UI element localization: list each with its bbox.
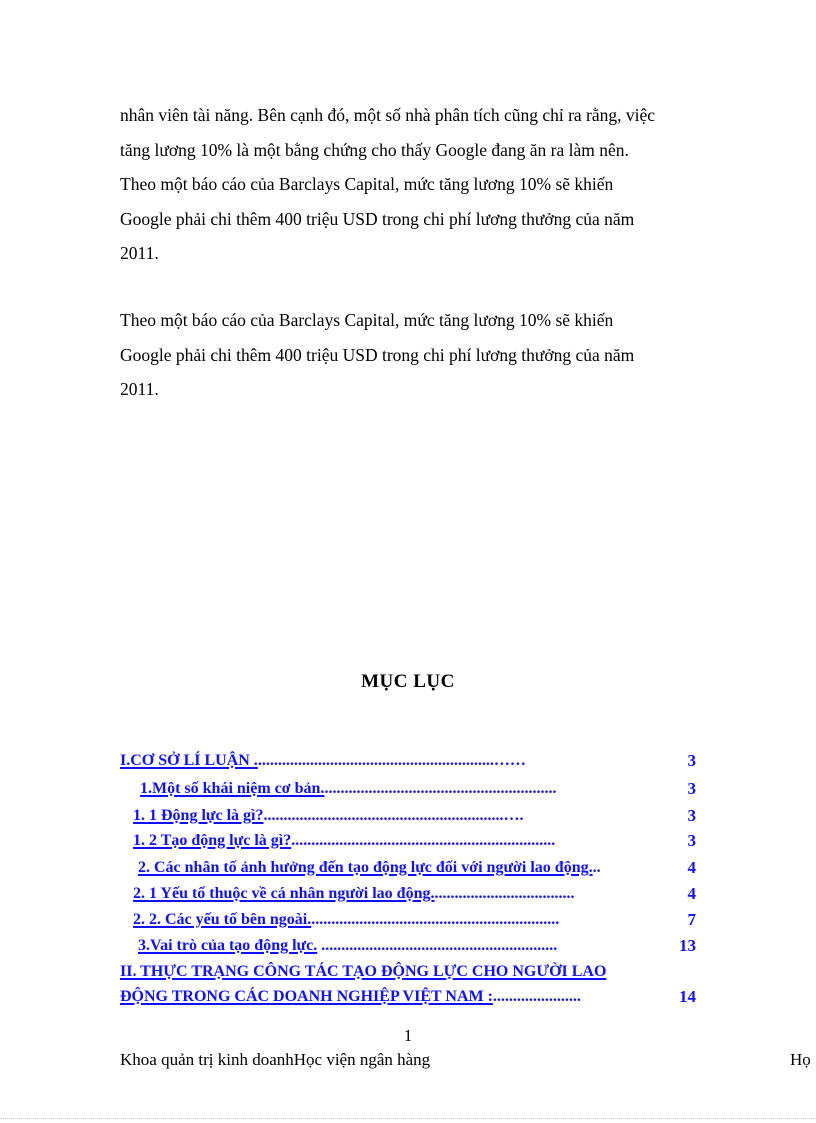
- paragraph-line: tăng lương 10% là một bằng chứng cho thấy Google đang ăn ra làm nên.: [120, 139, 629, 160]
- toc-entry-tao-dong-luc-la-gi[interactable]: [133, 828, 696, 854]
- paragraph-line: nhân viên tài năng. Bên cạnh đó, một số nhà phân tích cũng chỉ ra rằng, việc: [120, 105, 656, 125]
- body-paragraph-2: [120, 303, 720, 407]
- toc-page-number: 4: [687, 858, 696, 877]
- toc-link[interactable]: 1. 2 Tạo động lực là gì?: [133, 832, 292, 849]
- paragraph-line: 2011.: [120, 379, 159, 399]
- toc-leader-dots: ............................................................….: [263, 807, 524, 824]
- paragraph-line: 2011.: [120, 243, 159, 263]
- toc-link[interactable]: 1. 1 Động lực là gì?: [133, 807, 264, 824]
- toc-entry-nhan-to-anh-huong[interactable]: [138, 855, 696, 881]
- toc-leader-dots: ...........................................................……: [257, 752, 526, 769]
- toc-page-number: 7: [687, 910, 696, 929]
- footer-right-text: Họ: [790, 1050, 811, 1069]
- toc-entry-dong-luc-la-gi[interactable]: [133, 803, 696, 829]
- paragraph-line: Theo một báo cáo của Barclays Capital, mức tăng lương 10% sẽ khiến: [120, 310, 614, 330]
- toc-link[interactable]: 2. 1 Yếu tố thuộc về cá nhân người lao động.: [133, 885, 435, 902]
- toc-entry-khai-niem-co-ban[interactable]: [140, 776, 696, 802]
- toc-page-number: 14: [679, 987, 696, 1006]
- toc-leader-dots: ......................: [492, 988, 581, 1005]
- toc-entry-thuc-trang-line-2[interactable]: [120, 984, 696, 1010]
- toc-leader-dots: ...........................................................: [317, 937, 558, 954]
- toc-link[interactable]: 2. 2. Các yếu tố bên ngoài.: [133, 911, 312, 928]
- toc-page-number: 3: [687, 779, 696, 798]
- toc-page-number: 13: [679, 936, 696, 955]
- toc-entry-thuc-trang-line-1[interactable]: [120, 959, 696, 985]
- toc-entry-yeu-to-ca-nhan[interactable]: [133, 881, 696, 907]
- toc-entry-co-so-li-luan[interactable]: [120, 748, 696, 774]
- toc-page-number: 4: [687, 884, 696, 903]
- paragraph-line: Theo một báo cáo của Barclays Capital, mức tăng lương 10% sẽ khiến: [120, 174, 614, 194]
- toc-link[interactable]: 1.Một số khái niệm cơ bản.: [140, 780, 325, 797]
- toc-leader-dots: ..............................................................: [311, 911, 560, 928]
- toc-leader-dots: ..: [592, 859, 601, 876]
- toc-link[interactable]: I.CƠ SỞ LÍ LUẬN .: [120, 752, 258, 769]
- toc-link[interactable]: 2. Các nhân tố ảnh hưởng đến tạo động lực đối với người lao động.: [138, 859, 593, 876]
- toc-page-number: 3: [687, 831, 696, 850]
- paragraph-line: Google phải chi thêm 400 triệu USD trong chi phí lương thưởng của năm: [120, 208, 635, 229]
- toc-title: MỤC LỤC: [361, 671, 455, 692]
- toc-link[interactable]: ĐỘNG TRONG CÁC DOANH NGHIỆP VIỆT NAM :: [120, 988, 493, 1005]
- toc-entry-vai-tro[interactable]: [138, 933, 696, 959]
- page-number: 1: [403, 1026, 413, 1045]
- toc-page-number: 3: [687, 806, 696, 825]
- footer-left-text: Khoa quản trị kinh doanhHọc viện ngân hàng: [120, 1050, 431, 1069]
- toc-leader-dots: ...................................: [434, 885, 575, 902]
- paragraph-line: Google phải chi thêm 400 triệu USD trong chi phí lương thưởng của năm: [120, 344, 635, 365]
- toc-leader-dots: ..........................................................: [324, 780, 557, 797]
- toc-page-number: 3: [687, 751, 696, 770]
- toc-entry-yeu-to-ben-ngoai[interactable]: [133, 907, 696, 933]
- toc-leader-dots: ..................................................................: [291, 832, 556, 849]
- body-paragraph-1: [120, 98, 720, 271]
- toc-link[interactable]: 3.Vai trò của tạo động lực.: [138, 937, 318, 954]
- toc-link[interactable]: II. THỰC TRẠNG CÔNG TÁC TẠO ĐỘNG LỰC CHO NGƯỜI LAO: [120, 963, 607, 980]
- page-separator: [0, 1118, 816, 1119]
